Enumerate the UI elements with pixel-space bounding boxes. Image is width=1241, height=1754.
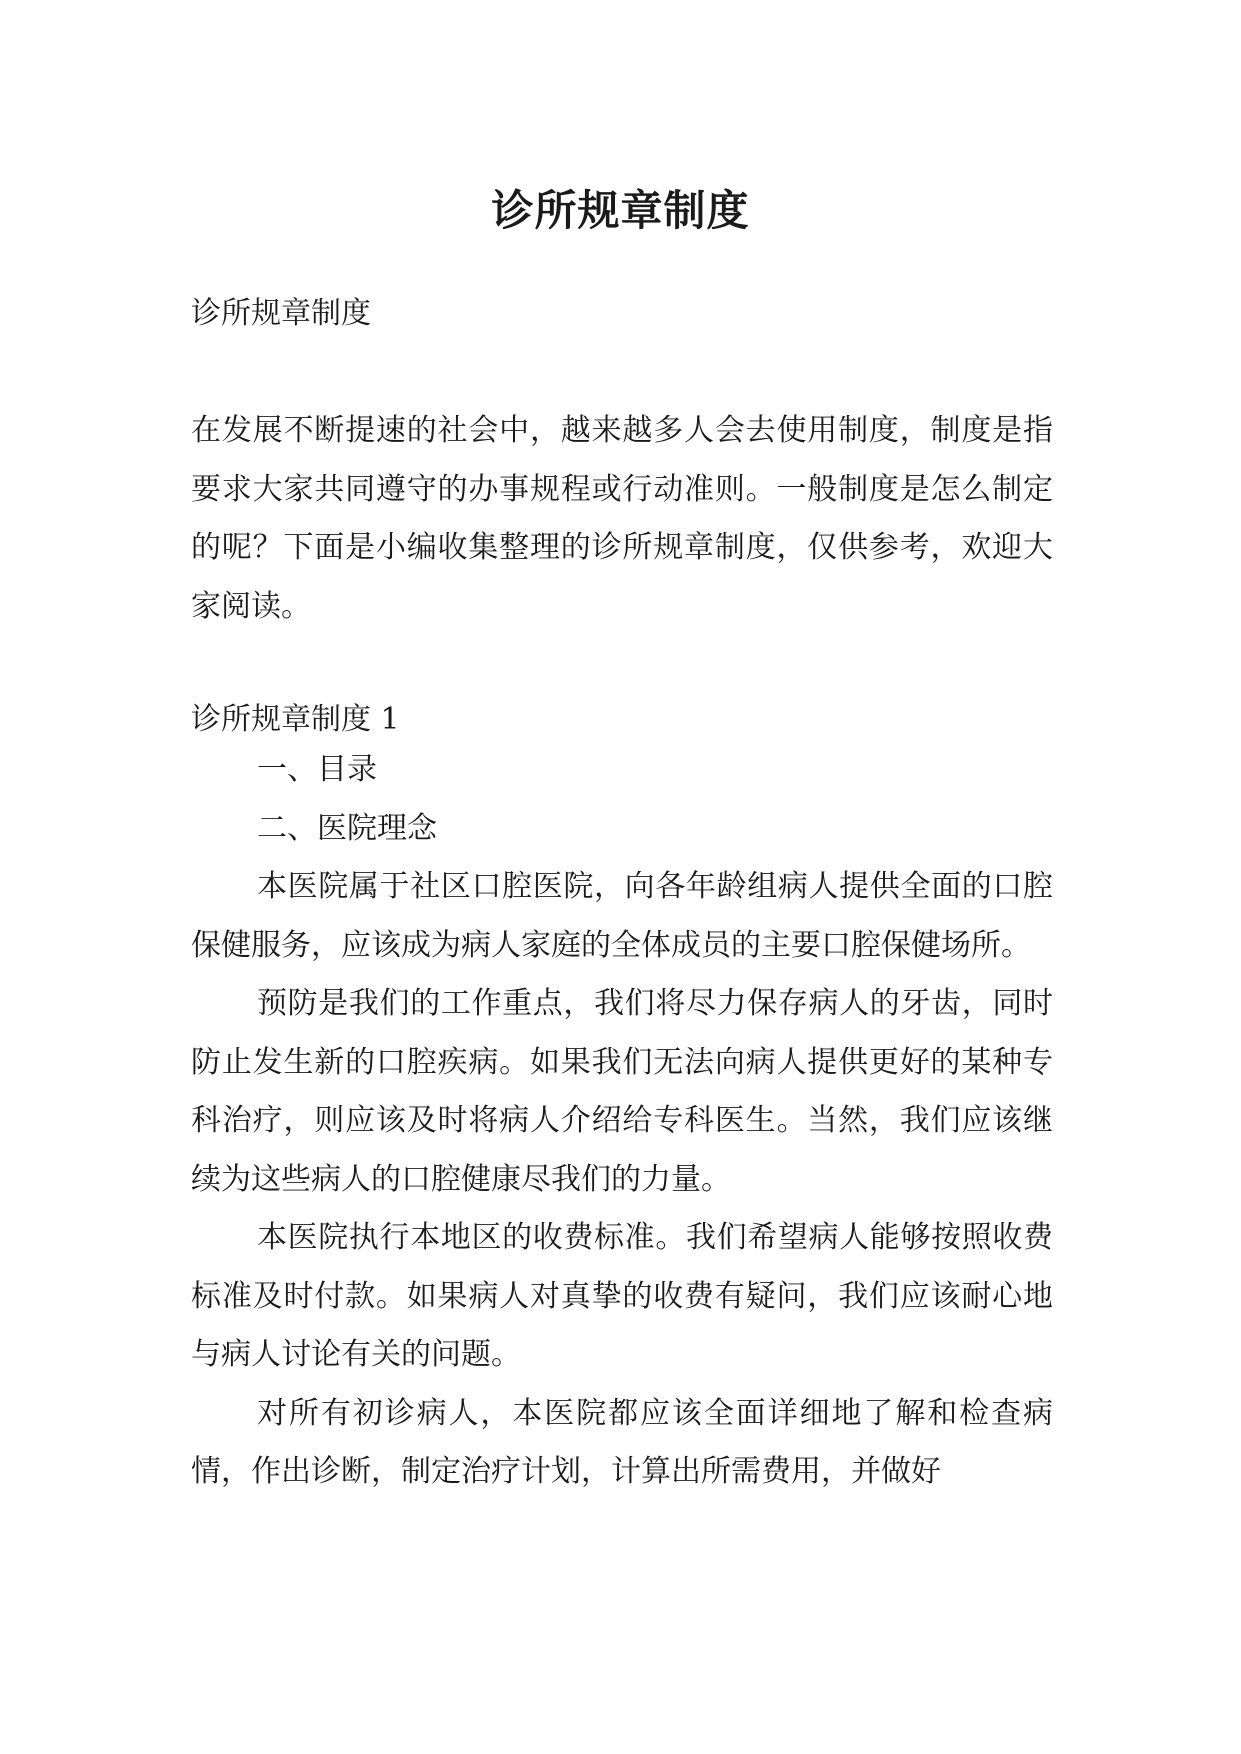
paragraph-fees: 本医院执行本地区的收费标准。我们希望病人能够按照收费标准及时付款。如果病人对真挚的收费有疑问，我们应该耐心地与病人讨论有关的问题。	[191, 1220, 1053, 1372]
section-heading: 诊所规章制度 1	[191, 702, 400, 737]
outline-item-contents: 一、目录	[257, 752, 377, 787]
section-1	[191, 700, 1053, 1502]
intro-paragraph: 在发展不断提速的社会中，越来越多人会去使用制度，制度是指要求大家共同遵守的办事规程或行动准则。一般制度是怎么制定的呢？下面是小编收集整理的诊所规章制度，仅供参考，欢迎大家阅读。	[191, 413, 1053, 624]
paragraph-community-clinic: 本医院属于社区口腔医院，向各年龄组病人提供全面的口腔保健服务，应该成为病人家庭的全体成员的主要口腔保健场所。	[191, 869, 1053, 963]
document-subtitle: 诊所规章制度	[191, 296, 371, 331]
outline-item-philosophy: 二、医院理念	[257, 811, 437, 846]
document-title: 诊所规章制度	[491, 186, 750, 236]
paragraph-prevention: 预防是我们的工作重点，我们将尽力保存病人的牙齿，同时防止发生新的口腔疾病。如果我们无法向病人提供更好的某种专科治疗，则应该及时将病人介绍给专科医生。当然，我们应该继续为这些病人的口腔健康尽我们的力量。	[191, 986, 1053, 1197]
paragraph-first-visit: 对所有初诊病人，本医院都应该全面详细地了解和检查病情，作出诊断，制定治疗计划，计算出所需费用，并做好	[191, 1395, 1053, 1489]
